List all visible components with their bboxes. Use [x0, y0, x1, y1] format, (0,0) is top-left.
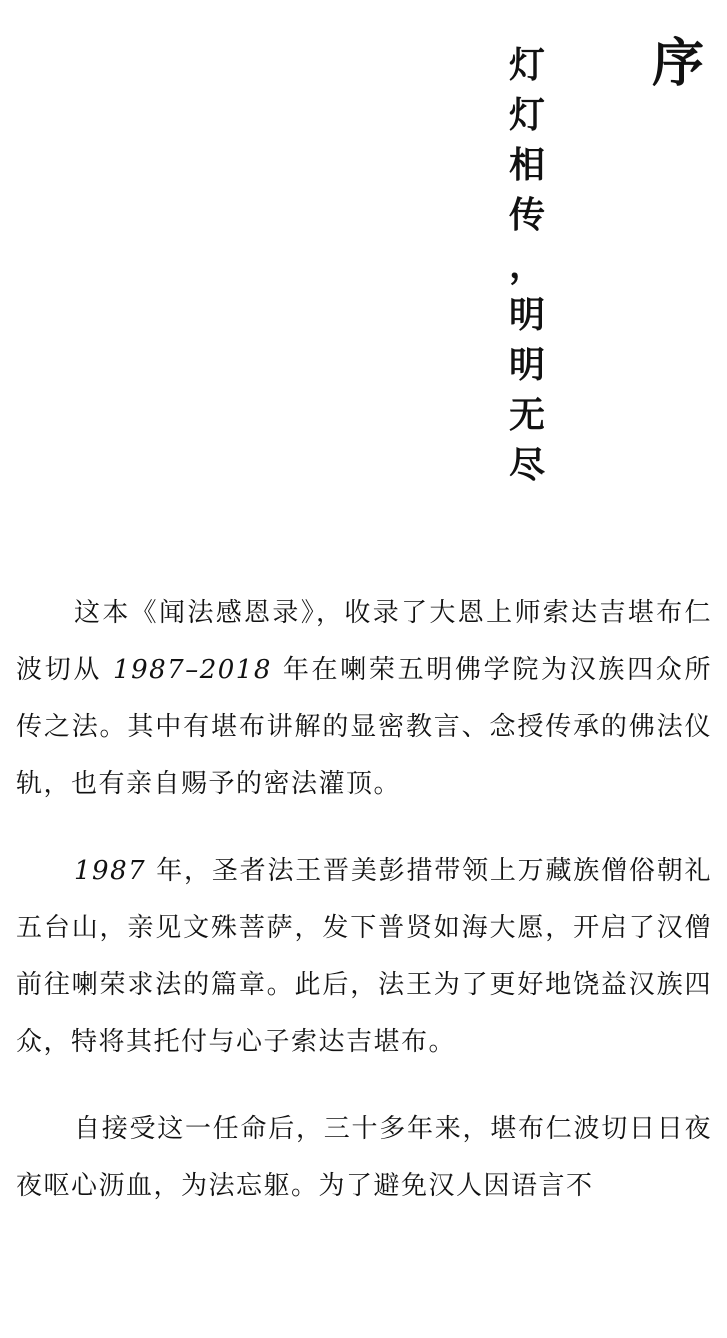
- paragraph-3: [16, 1101, 712, 1215]
- heading-char: 灯: [508, 94, 545, 136]
- heading-char: 尽: [508, 444, 545, 486]
- heading-char: 灯: [508, 44, 545, 86]
- heading-char: 无: [508, 394, 545, 436]
- text-segment: 这本《闻法感恩录》，收录了大恩上师索达吉堪布仁波切从: [16, 598, 712, 685]
- text-segment: 年，圣者法王晋美彭措带领上万藏族僧俗朝礼五台山，亲见文殊菩萨，发下普贤如海大愿，开启了汉僧前往喇荣求法的篇章。此后，法王为了更好地饶益汉族四众，特将其托付与心子索达吉堪布。: [16, 856, 712, 1057]
- text-segment: 年在喇荣五明佛学院为汉族四众所传之法。其中有堪布讲解的显密教言、念授传承的佛法仪轨，也有亲自赐予的密法灌顶。: [16, 655, 713, 799]
- heading-char: 相: [508, 144, 545, 186]
- page-title: 序: [652, 33, 705, 94]
- body-text: [16, 585, 712, 1245]
- paragraph-2: [16, 843, 712, 1071]
- paragraph-1: [16, 585, 712, 813]
- year-range: 1987–2018: [113, 655, 272, 685]
- heading-char: 明: [508, 294, 545, 336]
- text-segment: 自接受这一任命后，三十多年来，堪布仁波切日日夜夜呕心沥血，为法忘躯。为了避免汉人因语言不: [16, 1114, 712, 1201]
- heading-char: 明: [508, 344, 545, 386]
- heading-char: ，: [508, 244, 545, 286]
- heading-char: 传: [508, 194, 545, 236]
- year: 1987: [74, 856, 147, 886]
- vertical-heading: [503, 40, 551, 490]
